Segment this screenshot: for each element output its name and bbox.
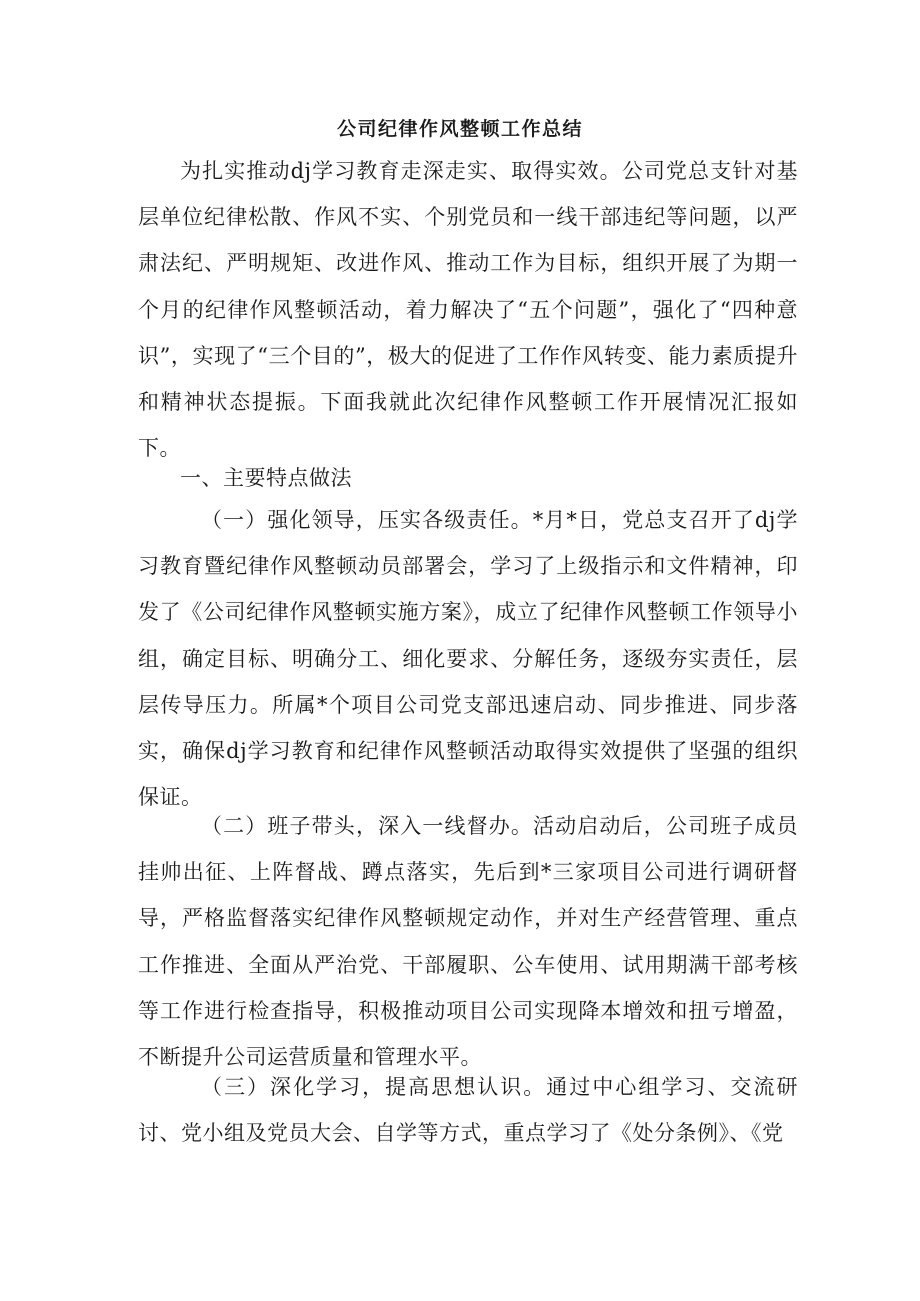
document-title: 公司纪律作风整顿工作总结 bbox=[336, 118, 583, 140]
subsection-paragraph-2: （二）班子带头，深入一线督办。活动启动后，公司班子成员挂帅出征、上阵督战、蹲点落实，先后到*三家项目公司进行调研督导，严格监督落实纪律作风整顿规定动作，并对生产经营管理、重点工作推进、全面从严治党、干部履职、公车使用、试用期满干部考核等工作进行检查指导，积极推动项目公司实现降本增效和扭亏增盈，不断提升公司运营质量和管理水平。 bbox=[138, 814, 798, 1070]
subsection-paragraph-3: （三）深化学习，提高思想认识。通过中心组学习、交流研讨、党小组及党员大会、自学等方式，重点学习了《处分条例》、《党 bbox=[138, 1075, 798, 1146]
subsection-paragraph-1: （一）强化领导，压实各级责任。*月*日，党总支召开了dj学习教育暨纪律作风整顿动员部署会，学习了上级指示和文件精神，印发了《公司纪律作风整顿实施方案》，成立了纪律作风整顿工作领导小组，确定目标、明确分工、细化要求、分解任务，逐级夯实责任，层层传导压力。所属*个项目公司党支部迅速启动、同步推进、同步落实，确保dj学习教育和纪律作风整顿活动取得实效提供了坚强的组织保证。 bbox=[138, 508, 798, 810]
section-heading-main-practices: 一、主要特点做法 bbox=[180, 466, 352, 490]
intro-paragraph: 为扎实推动dj学习教育走深走实、取得实效。公司党总支针对基层单位纪律松散、作风不实、个别党员和一线干部违纪等问题，以严肃法纪、严明规矩、改进作风、推动工作为目标，组织开展了为期一个月的纪律作风整顿活动，着力解决了“五个问题”，强化了“四种意识”，实现了“三个目的”，极大的促进了工作作风转变、能力素质提升和精神状态提振。下面我就此次纪律作风整顿工作开展情况汇报如下。 bbox=[138, 159, 798, 461]
